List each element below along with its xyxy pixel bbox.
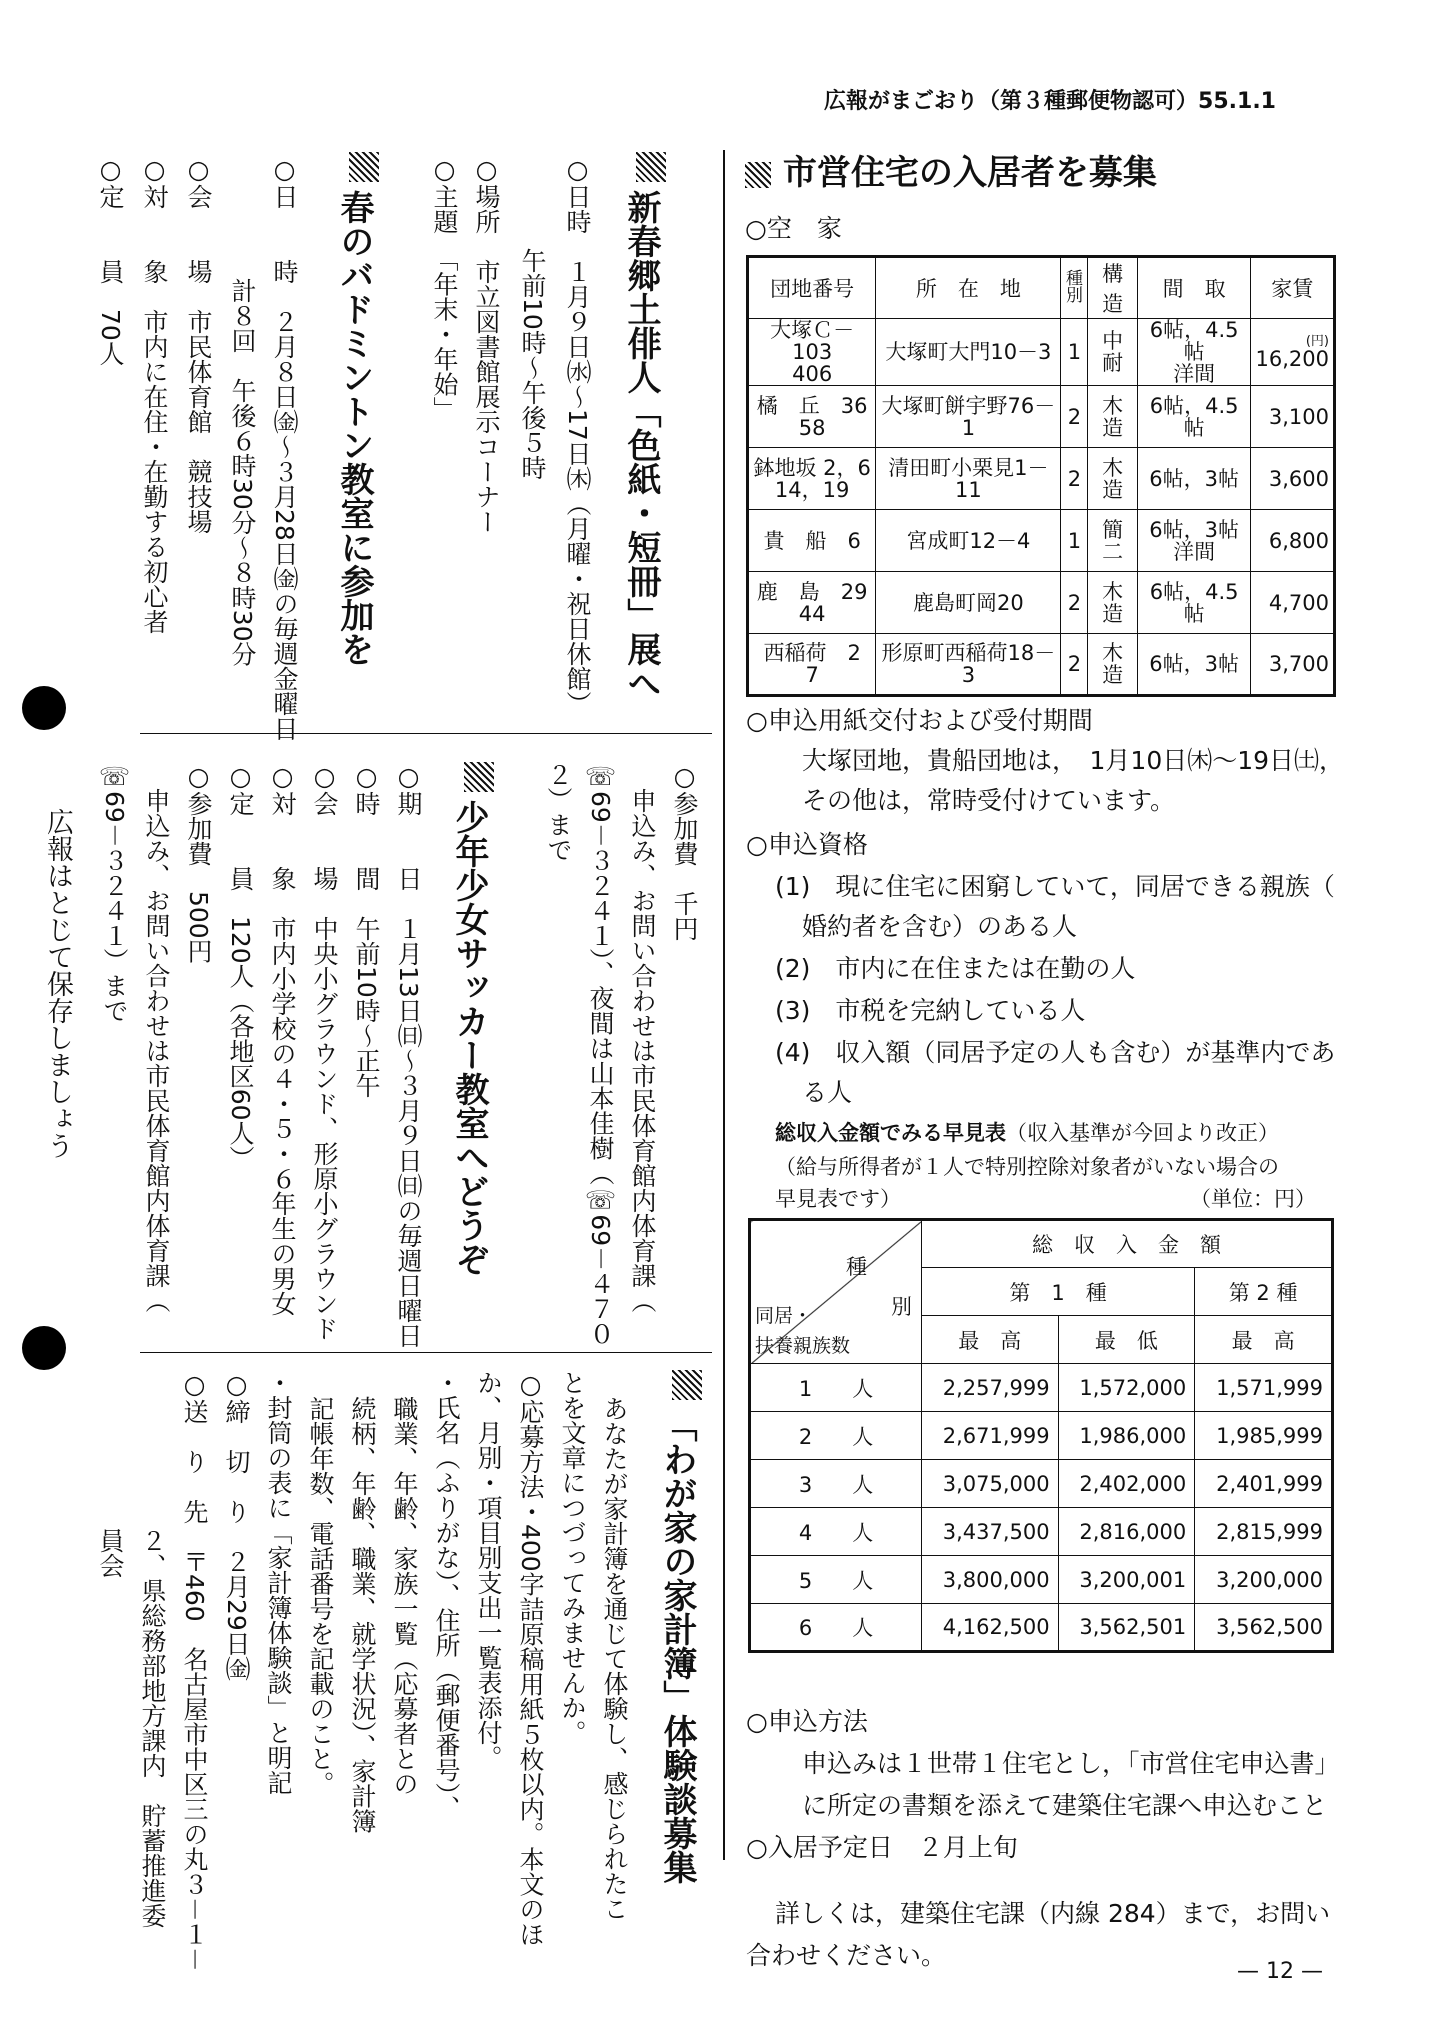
person-count: 4 (798, 1520, 813, 1545)
table-header: 総 収 入 金 額 (922, 1220, 1333, 1268)
table-cell (750, 1604, 922, 1652)
table-cell (750, 1556, 922, 1604)
kakeibo-method: ○応募方法・400字詰原稿用紙５枚以内。本文のほ (516, 1370, 545, 1947)
table-cell: 鹿島町岡20 (876, 572, 1061, 634)
table-cell: 2,815,999 (1195, 1508, 1333, 1556)
table-cell: 西稲荷 2 7 (748, 634, 876, 696)
housing-title: 市営住宅の入居者を募集 (745, 145, 1157, 194)
table-cell: 2,401,999 (1195, 1460, 1333, 1508)
table-row (750, 1508, 1333, 1556)
table-cell (750, 1364, 922, 1412)
person-unit: 人 (852, 1376, 874, 1401)
kakeibo-method: 職業、年齢、家族一覧（応募者との (390, 1396, 419, 1796)
hatch-mark-icon (636, 152, 666, 182)
table-cell: 3,437,500 (922, 1508, 1059, 1556)
table-cell: 3,600 (1251, 448, 1335, 510)
soccer-time: ○時 間 午前10時〜正午 (352, 762, 381, 1098)
table-cell (750, 1508, 922, 1556)
period-label: ○申込用紙交付および受付期間 (746, 706, 1093, 735)
haiku-theme: ○主題 「年末・年始」 (430, 155, 459, 422)
badminton-target: ○対 象 市内に在住・在勤する初心者 (140, 155, 169, 634)
table-cell: 1,985,999 (1195, 1412, 1333, 1460)
kakeibo-intro: あなたが家計簿を通じて体験し、感じられたこ (600, 1396, 629, 1921)
table-cell: (円) 16,200 (1251, 319, 1335, 386)
qualification-item: (2) 市内に在住または在勤の人 (775, 954, 1136, 983)
table-cell: 1,572,000 (1058, 1364, 1195, 1412)
soccer-period: ○期 日 １月13日㈰〜３月９日㈰の毎週日曜日 (394, 762, 423, 1348)
table-row (748, 634, 1335, 696)
soccer-fee: ○参加費 500円 (184, 762, 213, 964)
person-unit: 人 (852, 1472, 874, 1497)
haiku-date: ○日時 １月９日㈬〜17日㈭（月曜・祝日休館） (563, 155, 592, 716)
table-header: 最 低 (1058, 1316, 1195, 1364)
person-unit: 人 (852, 1616, 874, 1640)
qualification-item: る人 (802, 1078, 853, 1107)
period-text: 大塚団地，貴船団地は， 1月10日㈭〜19日㈯， (802, 746, 1345, 775)
qualification-item: (4) 収入額（同居予定の人も含む）が基準内であ (775, 1038, 1336, 1067)
table-header: 第 1 種 (922, 1268, 1195, 1316)
badminton-date: ○日 時 ２月８日㈮〜３月28日㈮の毎週金曜日 (270, 155, 299, 741)
soccer-title: 少年少女サッカー教室へどうぞ (452, 762, 494, 1276)
table-cell: 6帖，3帖 洋間 (1137, 510, 1251, 572)
haiku-time: 午前10時〜午後５時 (518, 248, 547, 480)
contact-text: 詳しくは，建築住宅課（内線 284）まで，お問い (775, 1899, 1331, 1928)
badminton-capacity: ○定 員 70人 (96, 155, 125, 366)
table-cell: 鹿 島 29 44 (748, 572, 876, 634)
section-divider (140, 733, 712, 734)
method-text: に所定の書類を添えて建築住宅課へ申込むこと (802, 1791, 1328, 1820)
kakeibo-method: 続柄、年齢、職業、就学状況）、家計簿 (348, 1396, 377, 1834)
table-cell: 2,402,000 (1058, 1460, 1195, 1508)
soccer-venue: ○会 場 中央小グラウンド、形原小グラウンド (310, 762, 339, 1341)
table-row (750, 1604, 1333, 1652)
person-count: 2 (798, 1424, 813, 1449)
table-cell: 大塚町大門10－3 (876, 319, 1061, 386)
kakeibo-method: ・封筒の表に「家計簿体験談」と明記 (264, 1370, 293, 1795)
table-cell: 大塚Ｃ－103 406 (748, 319, 876, 386)
table-header: 最 高 (922, 1316, 1059, 1364)
table-cell: 2,816,000 (1058, 1508, 1195, 1556)
table-row (750, 1364, 1333, 1412)
person-unit: 人 (852, 1568, 874, 1593)
binder-hole-dot (22, 1326, 66, 1370)
table-cell: 3,100 (1251, 386, 1335, 448)
soccer-apply: 申込み、お問い合わせは市民体育館内体育課（ (142, 788, 171, 1313)
hatch-mark-icon (672, 1370, 702, 1400)
table-header: 団地番号 (748, 257, 876, 319)
kakeibo-method: か、月別・項目別支出一覧表添付。 (474, 1370, 503, 1770)
contact-text: 合わせください。 (746, 1941, 947, 1970)
person-count: 5 (798, 1568, 813, 1593)
badminton-title: 春のバドミントン教室に参加を (337, 152, 379, 666)
table-cell: 3,200,000 (1195, 1556, 1333, 1604)
table-cell: 木造 (1088, 448, 1137, 510)
person-count: 3 (798, 1472, 813, 1497)
haiku-place: ○場所 市立図書館展示コーナー (472, 155, 501, 534)
table-header: 所 在 地 (876, 257, 1061, 319)
table-cell: 6,800 (1251, 510, 1335, 572)
table-header: 種別 (1061, 257, 1088, 319)
hatch-mark-icon (745, 162, 771, 188)
table-row (750, 1412, 1333, 1460)
kakeibo-send: ２、県総務部地方課内 貯蓄推進委 (138, 1528, 167, 1928)
badminton-fee: ○参加費 千円 (670, 762, 699, 941)
table-cell (750, 1412, 922, 1460)
table-cell: 1 (1061, 319, 1088, 386)
table2-unit: （単位：円） (1190, 1187, 1316, 1211)
table-row (750, 1460, 1333, 1508)
table-cell: 橘 丘 36 58 (748, 386, 876, 448)
badminton-apply: 申込み、お問い合わせは市民体育館内体育課（ (628, 788, 657, 1313)
badminton-venue: ○会 場 市民体育館 競技場 (184, 155, 213, 534)
table-cell: 3,562,500 (1195, 1604, 1333, 1652)
table-cell: 木造 (1088, 634, 1137, 696)
section-divider (140, 1352, 712, 1353)
hatch-mark-icon (464, 762, 494, 792)
qualification-item: (1) 現に住宅に困窮していて，同居できる親族（ (775, 872, 1335, 901)
table-cell: 2,257,999 (922, 1364, 1059, 1412)
table-cell: 3,075,000 (922, 1460, 1059, 1508)
table-cell: 大塚町餅宇野76－1 (876, 386, 1061, 448)
vacancy-label: ○空 家 (745, 214, 842, 243)
move-in-date: ○入居予定日 ２月上旬 (746, 1833, 1018, 1862)
column-divider (723, 150, 725, 1860)
table-cell: 3,800,000 (922, 1556, 1059, 1604)
table-cell: 清田町小栗見1－11 (876, 448, 1061, 510)
soccer-phone: ☏69－３２４１）まで (100, 762, 129, 1023)
table-cell: 中耐 (1088, 319, 1137, 386)
table-cell: 2 (1061, 386, 1088, 448)
person-unit: 人 (852, 1520, 874, 1545)
table-cell: 貴 船 6 (748, 510, 876, 572)
table-header-row (748, 257, 1335, 319)
method-label: ○申込方法 (746, 1707, 868, 1736)
qualification-item: (3) 市税を完納している人 (775, 996, 1086, 1025)
side-note: 広報はとじて保存しましょう (42, 808, 73, 1159)
table-cell: 6帖，3帖 (1137, 634, 1251, 696)
table-cell: 4,162,500 (922, 1604, 1059, 1652)
income-table (748, 1218, 1334, 1653)
badminton-phone: ☏69－３２４１）、夜間は山本佳樹（☏69－４７０ (586, 762, 615, 1347)
kakeibo-send: 員会 (96, 1528, 125, 1578)
badminton-schedule: 計８回 午後６時30分〜８時30分 (228, 278, 257, 667)
person-count: 1 (798, 1376, 813, 1401)
table-cell: 6帖，3帖 (1137, 448, 1251, 510)
table-cell (750, 1460, 922, 1508)
rent-unit: (円) (1305, 333, 1329, 349)
kakeibo-deadline: ○締 切 り ２月29日㈮ (222, 1370, 251, 1681)
person-count: 6 (798, 1616, 813, 1640)
table-cell: 6帖，4.5帖 (1137, 572, 1251, 634)
table-row (750, 1556, 1333, 1604)
table-header: 最 高 (1195, 1316, 1333, 1364)
table-cell: 宮成町12－4 (876, 510, 1061, 572)
table-cell: 木造 (1088, 386, 1137, 448)
table-cell: 1,571,999 (1195, 1364, 1333, 1412)
table-corner-cell: 種 別 同居・ 扶養親族数 (750, 1220, 922, 1364)
table-row (748, 510, 1335, 572)
badminton-phone: ２）まで (544, 762, 573, 862)
table-cell: 1,986,000 (1058, 1412, 1195, 1460)
table-row (748, 572, 1335, 634)
table2-note: 早見表です） (775, 1187, 901, 1211)
person-unit: 人 (852, 1424, 874, 1449)
soccer-capacity: ○定 員 120人（各地区60人） (226, 762, 255, 1171)
page-header: 広報がまごおり（第３種郵便物認可）55.1.1 (824, 89, 1276, 114)
table-cell: 木造 (1088, 572, 1137, 634)
kakeibo-send: ○送 り 先 〒460 名古屋市中区三の丸３－１－ (180, 1370, 209, 1972)
table-cell: 1 (1061, 510, 1088, 572)
table-header: 家賃 (1251, 257, 1335, 319)
table2-note: （給与所得者が１人で特別控除対象者がいない場合の (775, 1155, 1279, 1179)
hatch-mark-icon (349, 152, 379, 182)
table-header: 間 取 (1137, 257, 1251, 319)
table-cell: 3,700 (1251, 634, 1335, 696)
vacancy-table (746, 255, 1336, 697)
qualification-item: 婚約者を含む）のある人 (802, 912, 1078, 941)
table-cell: 鉢地坂 2，6 14，19 (748, 448, 876, 510)
page-number: — 12 — (1237, 1959, 1323, 1984)
table-cell: 4,700 (1251, 572, 1335, 634)
table-row (748, 448, 1335, 510)
binder-hole-dot (22, 686, 66, 730)
kakeibo-intro: とを文章につづってみませんか。 (558, 1370, 587, 1745)
soccer-target: ○対 象 市内小学校の４・５・６年生の男女 (268, 762, 297, 1316)
method-text: 申込みは１世帯１住宅とし，「市営住宅申込書」 (802, 1749, 1340, 1778)
table-header: 構造 (1088, 257, 1137, 319)
table-cell: 3,200,001 (1058, 1556, 1195, 1604)
table-header: 第 2 種 (1195, 1268, 1333, 1316)
table-cell: 6帖，4.5帖 洋間 (1137, 319, 1251, 386)
table-cell: 2 (1061, 448, 1088, 510)
table-row (748, 319, 1335, 386)
table-cell: 2,671,999 (922, 1412, 1059, 1460)
table-cell: 簡二 (1088, 510, 1137, 572)
table-cell: 2 (1061, 634, 1088, 696)
table-cell: 2 (1061, 572, 1088, 634)
period-text: その他は，常時受付けています。 (802, 786, 1176, 815)
kakeibo-title: 「わが家の家計簿」体験談募集 (660, 1370, 702, 1884)
table-cell: 6帖，4.5帖 (1137, 386, 1251, 448)
table-cell: 形原町西稲荷18－3 (876, 634, 1061, 696)
haiku-title: 新春郷土俳人「色紙・短冊」展へ (624, 152, 666, 700)
kakeibo-method: ・氏名（ふりがな）、住所（郵便番号）、 (432, 1370, 461, 1820)
qualification-label: ○申込資格 (746, 830, 868, 859)
table2-title: 総収入金額でみる早見表（収入基準が今回より改正） (775, 1121, 1279, 1145)
kakeibo-method: 記帳年数、電話番号を記載のこと。 (306, 1396, 335, 1796)
table-cell: 3,562,501 (1058, 1604, 1195, 1652)
table-row (748, 386, 1335, 448)
